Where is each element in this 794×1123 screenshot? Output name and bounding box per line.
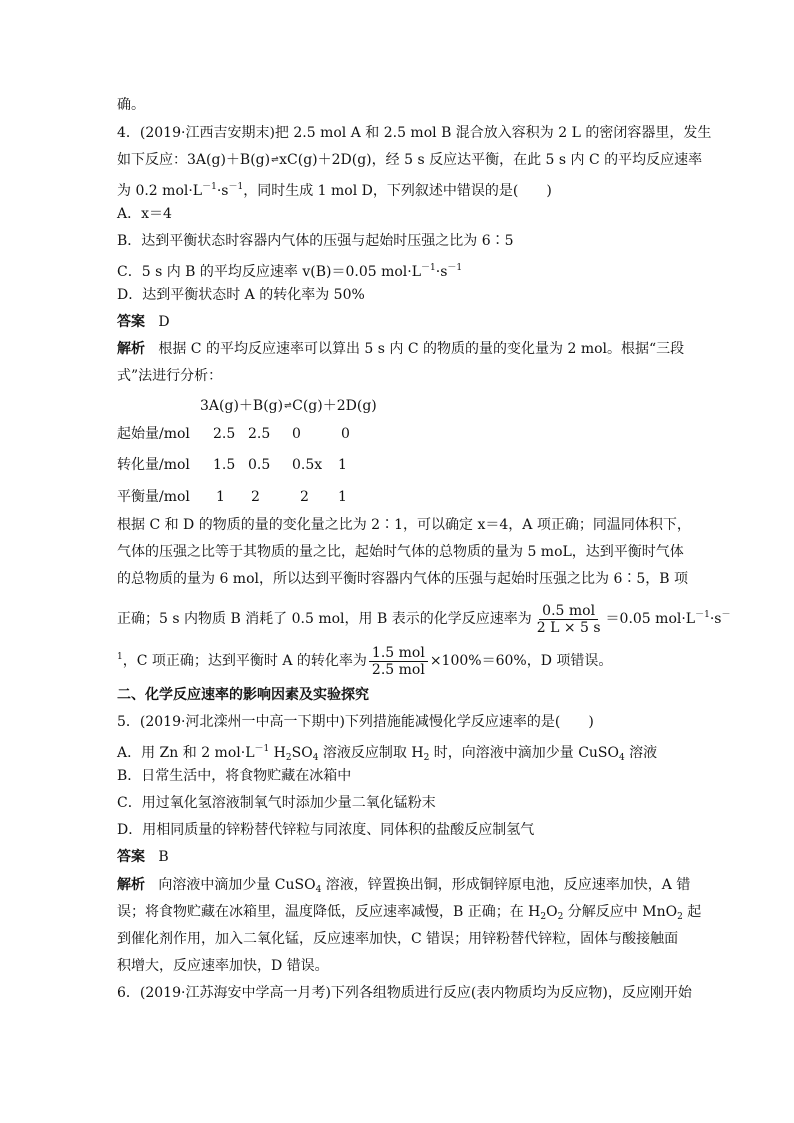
subscript: 2 (557, 912, 564, 922)
text: 3A(g)＋B(g) (200, 398, 284, 414)
text-line: 式”法进行分析： (117, 368, 223, 384)
answer-label: 答案 (117, 314, 145, 330)
analysis-label: 解析 (117, 877, 145, 893)
text-line: 气体的压强之比等于其物质的量之比，起始时气体的总物质的量为 5 moL，达到平衡时气体 (117, 544, 684, 560)
section-heading: 二、化学反应速率的影响因素及实验探究 (117, 687, 369, 703)
option-d: D．用相同质量的锌粉替代锌粒与同浓度、同体积的盐酸反应制氢气 (117, 822, 535, 838)
option-b: B．达到平衡状态时容器内气体的压强与起始时压强之比为 6∶5 (117, 233, 514, 249)
answer-value: B (158, 849, 169, 865)
question-4-reaction (117, 151, 702, 169)
fraction (534, 603, 604, 636)
text: 溶液反应制取 H (318, 745, 424, 761)
superscript: －1 (202, 182, 217, 192)
text: 溶液，锌置换出铜，形成铜锌原电池，反应速率加快，A 错 (321, 877, 691, 893)
answer-line (117, 848, 169, 866)
analysis-label: 解析 (117, 341, 145, 357)
text-line (117, 637, 612, 681)
answer-line (117, 313, 170, 331)
cell: 0.5 (248, 457, 271, 473)
text-line: 的总物质的量为 6 mol，所以达到平衡时容器内气体的压强与起始时压强之比为 6∶5，B 项 (117, 571, 688, 587)
text-line: 积增大，反应速率加快，D 错误。 (117, 958, 329, 974)
text: 正确；5 s 内物质 B 消耗了 0.5 mol，用 B 表示的化学反应速率为 (117, 611, 532, 627)
row-label: 起始量/mol (117, 426, 190, 442)
question-4-stem: 4．(2019·江西吉安期末)把 2.5 mol A 和 2.5 mol B 混合放入容积为 2 L 的密闭容器里，发生 (117, 125, 712, 141)
row-label: 转化量/mol (117, 457, 190, 473)
superscript: 1 (117, 652, 123, 662)
text: C．5 s 内 B 的平均反应速率 v(B)＝0.05 mol·L (117, 264, 422, 280)
text: ·s (435, 264, 448, 280)
cell: 2 (300, 489, 309, 505)
text: SO (291, 745, 313, 761)
text: 起 (682, 904, 702, 920)
text: H (269, 745, 286, 761)
superscript: －1 (254, 744, 270, 754)
subscript: 2 (540, 912, 547, 922)
cell: 0 (341, 426, 350, 442)
text: A．用 Zn 和 2 mol·L (117, 745, 255, 761)
subscript: 2 (285, 753, 292, 763)
subscript: 4 (619, 753, 625, 763)
subscript: 4 (315, 885, 322, 895)
superscript: －1 (447, 263, 463, 273)
text: ＝0.05 mol·L (605, 611, 696, 627)
text: 时，向溶液中滴加少量 CuSO (429, 745, 619, 761)
subscript: 2 (677, 912, 683, 922)
cell: 0 (292, 426, 301, 442)
text: 如下反应：3A(g)＋B(g) (117, 152, 271, 168)
subscript: 4 (312, 753, 319, 763)
text: O (546, 904, 558, 920)
cell: 2.5 (213, 426, 236, 442)
cell: 1 (216, 489, 225, 505)
text: ，同时生成 1 mol D，下列叙述中错误的是( ) (243, 183, 552, 199)
question-5-stem: 5．(2019·河北滦州一中高一下期中)下列措施能减慢化学反应速率的是( ) (117, 714, 594, 730)
fraction (369, 645, 428, 678)
answer-label: 答案 (117, 849, 145, 865)
cell: 2 (251, 489, 260, 505)
question-6-stem: 6．(2019·江苏海安中学高一月考)下列各组物质进行反应(表内物质均为反应物)，反应刚开始 (117, 985, 692, 1001)
option-a (117, 740, 657, 767)
answer-value: D (158, 314, 170, 330)
fraction-denominator: 2.5 mol (371, 661, 425, 678)
text: ·s (709, 611, 722, 627)
option-c (117, 259, 462, 281)
fraction-numerator: 0.5 mol (539, 603, 598, 620)
option-a: A．x＝4 (117, 206, 172, 222)
fraction-denominator: 2 L × 5 s (536, 619, 601, 636)
text: 误；将食物贮藏在冰箱里，温度降低，反应速率减慢，B 正确；在 H (117, 904, 541, 920)
text-line (117, 903, 701, 926)
text: ·s (216, 183, 229, 199)
subscript: 2 (423, 753, 430, 763)
text: 溶液 (624, 745, 658, 761)
option-c: C．用过氧化氢溶液制氧气时添加少量二氧化锰粉末 (117, 795, 436, 811)
option-b: B．日常生活中，将食物贮藏在冰箱中 (117, 768, 352, 784)
superscript: － (721, 610, 731, 620)
table-equation (200, 397, 377, 415)
cell: 1 (338, 457, 347, 473)
text: 为 0.2 mol·L (117, 183, 203, 199)
option-d: D．达到平衡状态时 A 的转化率为 50% (117, 287, 365, 303)
fraction-numerator: 1.5 mol (369, 645, 428, 662)
text: 分解反应中 MnO (563, 904, 678, 920)
row-label: 平衡量/mol (117, 489, 190, 505)
text: ×100%＝60%，D 项错误。 (429, 653, 613, 669)
text: 根据 C 的平均反应速率可以算出 5 s 内 C 的物质的量的变化量为 2 mol。根据“三段 (158, 341, 685, 357)
text: C(g)＋2D(g) (292, 398, 377, 414)
text-line (117, 595, 731, 639)
text: 向溶液中滴加少量 CuSO (158, 877, 316, 893)
cell: 1.5 (213, 457, 236, 473)
analysis-line (117, 876, 690, 899)
text: xC(g)＋2D(g)，经 5 s 反应达平衡，在此 5 s 内 C 的平均反应速率 (279, 152, 703, 168)
text: ，C 项正确；达到平衡时 A 的转化率为 (122, 653, 367, 669)
superscript: －1 (421, 263, 436, 273)
equilibrium-arrow-icon: ⇌ (284, 401, 292, 411)
equilibrium-arrow-icon: ⇌ (271, 155, 279, 165)
analysis-line (117, 340, 684, 358)
cell: 2.5 (248, 426, 271, 442)
text-line: 到催化剂作用，加入二氧化锰，反应速率加快，C 错误；用锌粉替代锌粒，固体与酸接触面 (117, 931, 679, 947)
text-line: 确。 (117, 97, 145, 113)
superscript: －1 (228, 182, 244, 192)
cell: 0.5x (292, 457, 323, 473)
text-line: 根据 C 和 D 的物质的量的变化量之比为 2∶1，可以确定 x＝4，A 项正确；同温同体积下， (117, 517, 691, 533)
cell: 1 (338, 489, 347, 505)
superscript: －1 (695, 610, 710, 620)
question-4-rate (117, 178, 552, 200)
